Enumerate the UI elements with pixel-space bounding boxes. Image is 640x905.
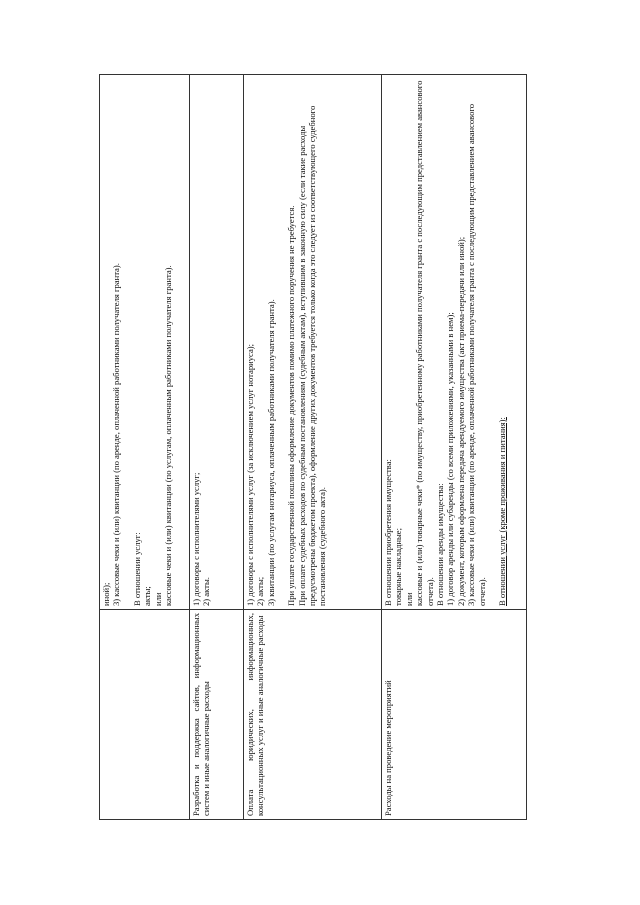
doc-line: или (403, 592, 414, 606)
expense-type-cell: Разработка и поддержка сайтов, информационных систем и иные аналогичные расходы (190, 610, 244, 820)
doc-line: 3) кассовые чеки и (или) квитанции (по аренде, оплаченной работниками получателя гранта с последующим представлением авансового отчета). (466, 103, 487, 606)
documents-cell (190, 75, 244, 610)
rotated-table-container (99, 75, 527, 820)
doc-line: В отношении услуг (кроме проживания и питания): (497, 417, 508, 606)
spacer (487, 78, 497, 606)
expense-type-cell: Расходы на проведение мероприятий (382, 610, 527, 820)
doc-line: 2) документ, которым оформлена передача арендуемого имущества (акт приема-передачи или иной); (455, 236, 466, 606)
table-row (244, 75, 382, 820)
table-row (382, 75, 527, 820)
spacer (276, 78, 286, 606)
doc-line: кассовые чеки и (или) квитанции (по услугам, оплаченным работниками получателя гранта). (163, 265, 174, 606)
table-row (100, 75, 190, 820)
doc-line: иной); (101, 582, 111, 606)
doc-line: При уплате государственной пошлины оформление документов помимо платежного поручения не требуется. (286, 205, 297, 606)
spacer (122, 78, 132, 606)
doc-line: 1) договоры с исполнителями услуг; (191, 472, 201, 606)
doc-line: 1) договоры с исполнителями услуг (за исключением услуг нотариуса); (245, 343, 255, 606)
doc-line: 2) акты. (201, 577, 212, 606)
expense-type-cell (100, 610, 190, 820)
expense-documents-table (99, 74, 527, 820)
doc-line: 2) акты; (255, 576, 266, 606)
documents-cell (100, 75, 190, 610)
doc-line: В отношении приобретения имущества: (383, 459, 393, 606)
doc-line: или (152, 592, 163, 606)
documents-cell (382, 75, 527, 610)
doc-line: В отношении аренды имущества: (435, 483, 446, 606)
doc-line: 3) квитанции (по услугам нотариуса, оплаченным работниками получателя гранта). (265, 299, 276, 606)
documents-cell (244, 75, 382, 610)
table-row (190, 75, 244, 820)
doc-line: товарные накладные; (393, 528, 404, 606)
doc-line: 3) кассовые чеки и (или) квитанции (по аренде, оплаченной работниками получателя гранта). (111, 263, 122, 606)
doc-line: акты; (142, 586, 153, 606)
doc-line: кассовые и (или) товарные чеки* (по имуществу, приобретенному работниками получателя гранта с последующим представлением авансового отчета). (414, 80, 435, 606)
doc-line: 1) договор аренды или субаренды (со всеми приложениями, указанными в нем); (445, 312, 456, 606)
doc-line: В отношении услуг: (131, 532, 142, 606)
doc-line: При оплате судебных расходов по судебным постановлениям (судебным актам), вступившим в законную силу (если такие расходы предусмотрены бюджетом проекта), оформление других документов требуется только когда это следует из соответствующего судебного постановления (судебного акта). (296, 105, 328, 606)
expense-type-cell: Оплата юридических, информационных, консультационных услуг и иные аналогичные расходы (244, 610, 382, 820)
